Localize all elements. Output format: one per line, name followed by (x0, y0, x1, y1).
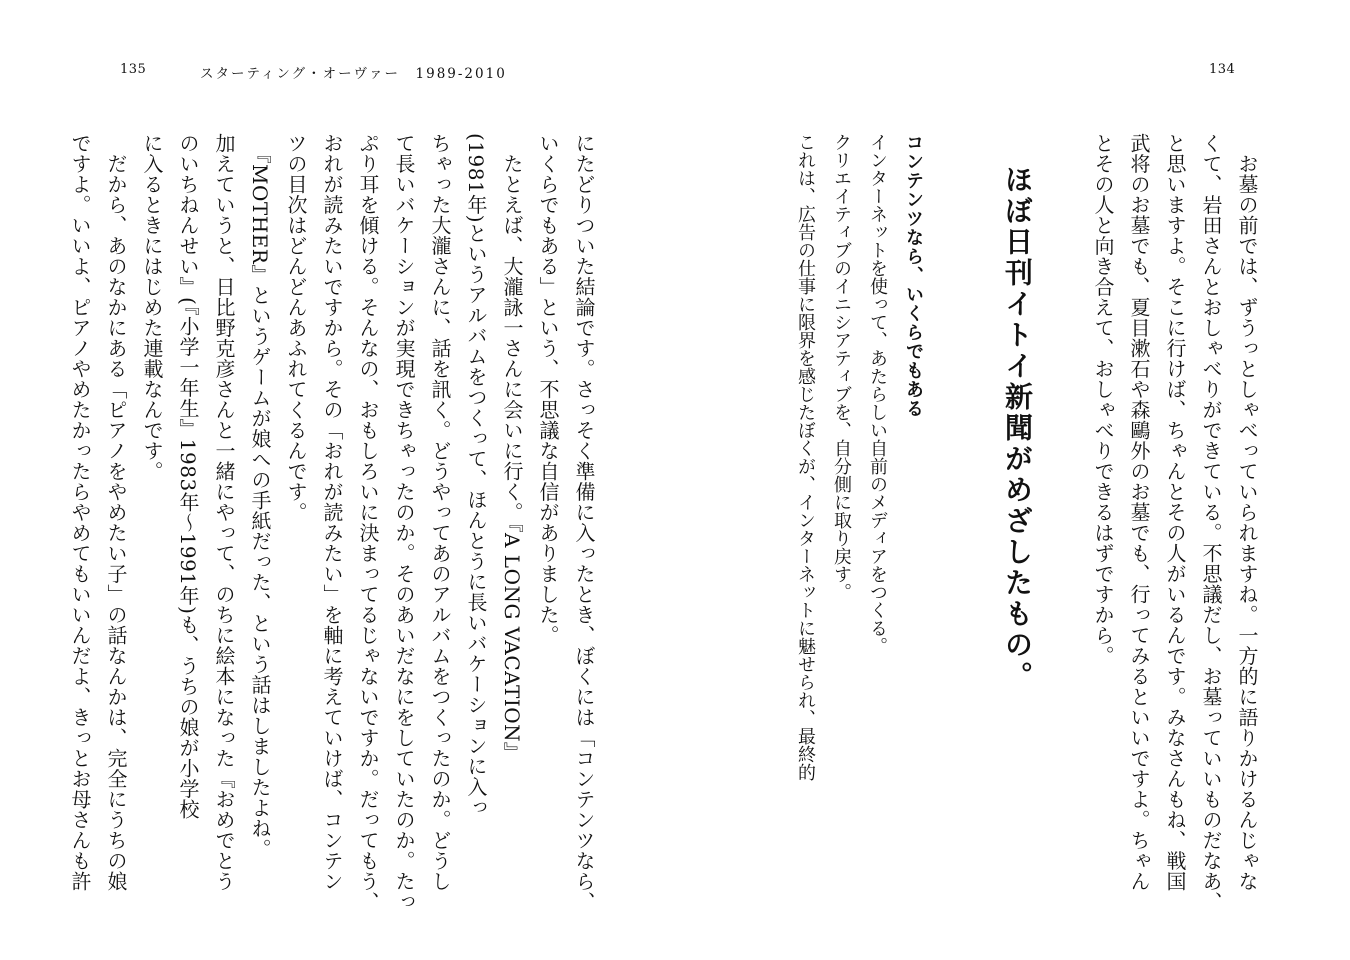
page-number-left: 135 (120, 62, 147, 77)
body-line: ぷり耳を傾ける。そんなの、おもしろいに決まってるじゃないですか。だってもう、 (356, 133, 380, 912)
section-headline: ほぼ日刊イトイ新聞がめざしたもの。 (1001, 165, 1034, 692)
body-line: て長いバケーションが実現できちゃったのか。そのあいだなにをしていたのか。たっ (392, 133, 416, 912)
body-line: いくらでもある」という、不思議な自信がありました。 (536, 133, 560, 646)
section-subhead: コンテンツなら、いくらでもある (903, 133, 924, 418)
body-line: のいちねんせい』(『小学一年生』1983年〜1991年)も、うちの娘が小学校 (176, 133, 200, 820)
body-line: お墓の前では、ずうっとしゃべっていられますね。一方的に語りかけるんじゃな (1235, 133, 1259, 892)
lead-text (787, 133, 895, 873)
body-line: だから、あのなかにある「ピアノをやめたい子」の話なんかは、完全にうちの娘 (104, 133, 128, 892)
page-number-right: 134 (1209, 62, 1236, 77)
lead-line: クリエイティブのイニシアティブを、自分側に取り戻す。 (831, 133, 852, 601)
body-line: 『MOTHER』というゲームが娘への手紙だった、という話はしましたよね。 (248, 133, 272, 859)
body-line: ツの目次はどんどんあふれてくるんです。 (284, 133, 308, 523)
body-line: (1981年)というアルバムをつくって、ほんとうに長いバケーションに入っ (464, 133, 488, 818)
lead-line: インターネットを使って、あたらしい自前のメディアをつくる。 (867, 133, 888, 655)
body-line: おれが読みたいですから。その「おれが読みたい」を軸に考えていけば、コンテン (320, 133, 344, 892)
body-line: にたどりついた結論です。さっそく準備に入ったとき、ぼくには「コンテンツなら、 (572, 133, 596, 912)
body-line: と思いますよ。そこに行けば、ちゃんとその人がいるんです。みなさんもね、戦国 (1163, 133, 1187, 892)
body-line: とその人と向き合えて、おしゃべりできるはずですから。 (1091, 133, 1115, 666)
body-line: 武将のお墓でも、夏目漱石や森鷗外のお墓でも、行ってみるといいですよ。ちゃん (1127, 133, 1151, 892)
right-body-text (1085, 133, 1265, 912)
body-line: ちゃった大瀧さんに、話を訊く。どうやってあのアルバムをつくったのか。どうし (428, 133, 452, 892)
body-line: たとえば、大瀧詠一さんに会いに行く。『A LONG VACATION』 (500, 133, 524, 763)
body-line: 加えていうと、日比野克彦さんと一緒にやって、のちに絵本になった『おめでとう (212, 133, 236, 892)
body-line: に入るときにはじめた連載なんです。 (140, 133, 164, 482)
running-head: スターティング・オーヴァー 1989-2010 (200, 66, 507, 82)
body-line: くて、岩田さんとおしゃべりができている。不思議だし、お墓っていいものだなあ、 (1199, 133, 1223, 912)
lead-line: これは、広告の仕事に限界を感じたぼくが、インターネットに魅せられ、最終的 (795, 133, 816, 781)
body-line: ですよ。いいよ、ピアノやめたかったらやめてもいいんだよ、きっとお母さんも許 (68, 133, 92, 892)
right-page (675, 0, 1350, 960)
left-body-text (68, 133, 602, 912)
